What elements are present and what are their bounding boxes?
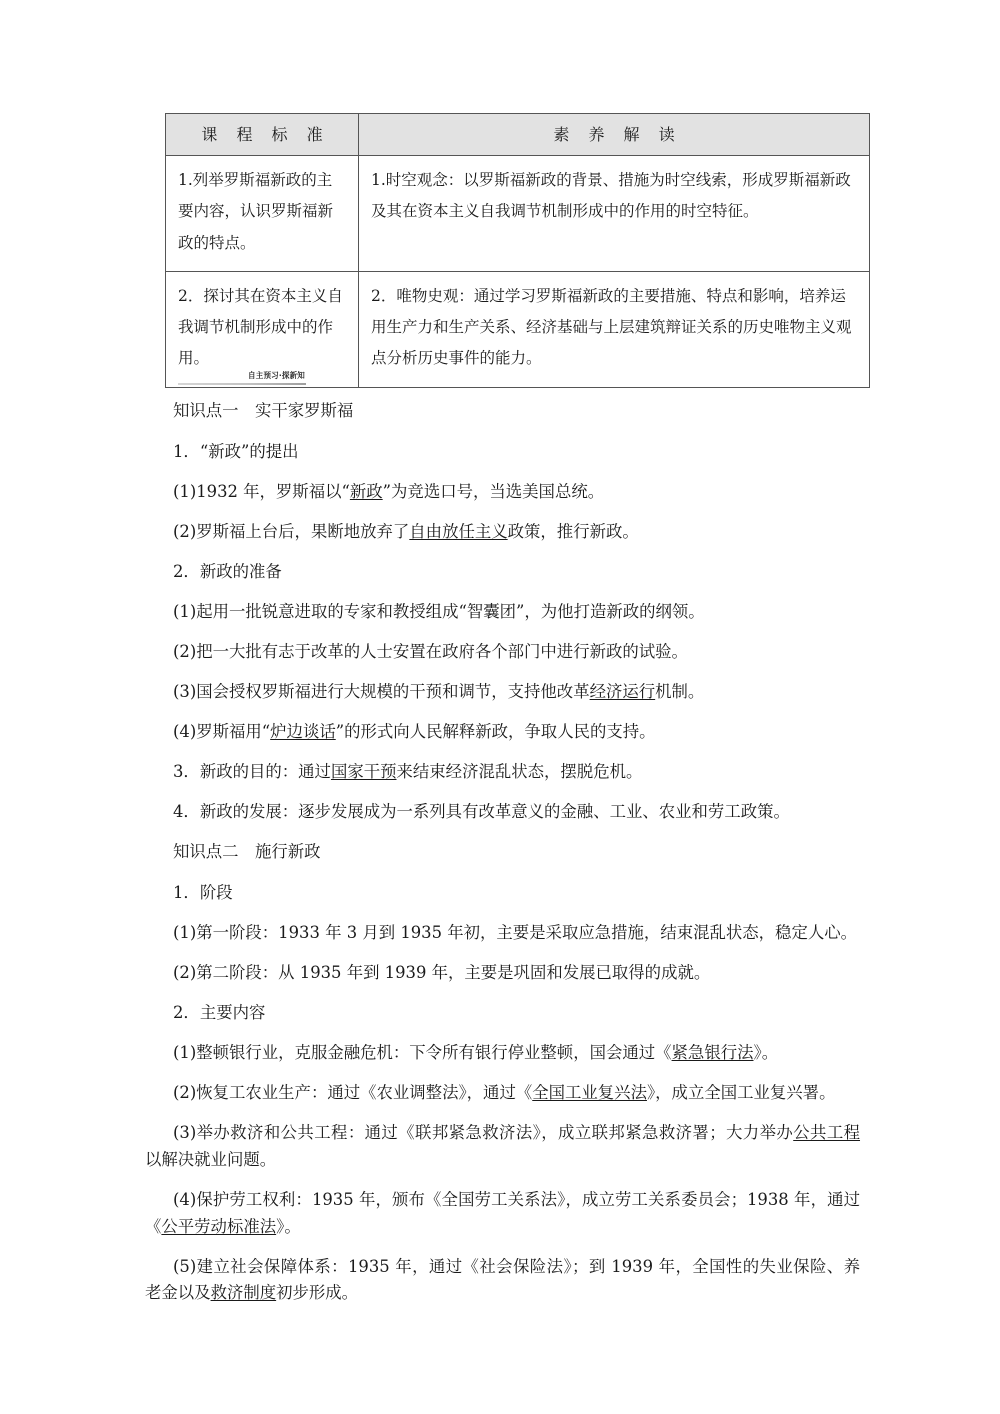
underlined-keyword: 炉边谈话 — [270, 722, 336, 742]
kp1-item-1b — [145, 519, 860, 559]
text-segment: 初步形成。 — [276, 1283, 359, 1303]
kp1-item-2d — [145, 719, 860, 759]
underlined-keyword: 国家干预 — [330, 762, 397, 782]
text-segment: (4)保护劳工权利：1935 年，颁布《全国劳工关系法》，成立劳工关系委员会；1938 年，通过《 — [145, 1190, 860, 1236]
text-segment: 》，成立全国工业复兴署。 — [646, 1083, 836, 1103]
kp2-item-2b — [145, 1080, 860, 1120]
lesson-content — [145, 398, 860, 1320]
kp1-item-1-title: 1．“新政”的提出 — [173, 441, 299, 461]
text-segment: (3)国会授权罗斯福进行大规模的干预和调节，支持他改革 — [173, 682, 590, 702]
underlined-keyword: 全国工业复兴法 — [532, 1083, 647, 1103]
underlined-keyword: 紧急银行法 — [671, 1043, 754, 1063]
text-segment: (1)整顿银行业，克服金融危机：下令所有银行停业整顿，国会通过《 — [173, 1043, 672, 1063]
text-segment: (1)1932 年，罗斯福以“ — [173, 481, 350, 501]
marker-rule-line — [178, 383, 306, 385]
table-header-course-standard: 课 程 标 准 — [166, 114, 359, 156]
kp1-item-2-title: 2．新政的准备 — [173, 561, 282, 581]
table-cell-literacy-1 — [359, 156, 870, 272]
kp2-item-2d — [145, 1187, 860, 1254]
table-row — [166, 156, 870, 272]
kp2-item-2-title: 2．主要内容 — [173, 1003, 266, 1023]
text-segment: 政策，推行新政。 — [507, 521, 639, 541]
kp2-item-1a: (1)第一阶段：1933 年 3 月到 1935 年初，主要是采取应急措施，结束混乱状态，稳定人心。 — [173, 923, 858, 943]
underlined-keyword: 公平劳动标准法 — [161, 1216, 277, 1236]
underlined-keyword: 自由放任主义 — [409, 521, 508, 541]
kp1-item-1a — [145, 479, 860, 519]
text-segment: 来结束经济混乱状态，摆脱危机。 — [396, 762, 643, 782]
table-header-row — [166, 114, 870, 156]
table-cell-text: 1.时空观念：以罗斯福新政的背景、措施为时空线索，形成罗斯福新政及其在资本主义自我调节机制形成中的作用的时空特征。 — [371, 171, 851, 221]
kp2-item-2e — [145, 1254, 860, 1321]
text-segment: 3．新政的目的：通过 — [173, 762, 331, 782]
kp1-item-3 — [145, 759, 860, 799]
text-segment: 机制。 — [655, 682, 705, 702]
knowledge-point-2-heading: 知识点二 施行新政 — [173, 842, 321, 862]
text-segment: (4)罗斯福用“ — [173, 722, 271, 742]
section-marker-banner — [178, 370, 306, 389]
kp2-item-1-title: 1．阶段 — [173, 882, 233, 902]
kp1-item-2c — [145, 679, 860, 719]
kp2-item-1b: (2)第二阶段：从 1935 年到 1939 年，主要是巩固和发展已取得的成就。 — [173, 963, 711, 983]
table-cell-standard-1 — [166, 156, 359, 272]
underlined-keyword: 新政 — [349, 481, 383, 501]
kp2-item-2c — [145, 1120, 860, 1187]
text-segment: (2)罗斯福上台后，果断地放弃了 — [173, 521, 410, 541]
kp1-item-4: 4．新政的发展：逐步发展成为一系列具有改革意义的金融、工业、农业和劳工政策。 — [173, 802, 790, 822]
table-header-literacy-interpretation: 素 养 解 读 — [359, 114, 870, 156]
text-segment: 以解决就业问题。 — [145, 1149, 277, 1169]
kp1-item-2a: (1)起用一批锐意进取的专家和教授组成“智囊团”，为他打造新政的纲领。 — [173, 601, 705, 621]
text-segment: 》。 — [753, 1043, 779, 1063]
text-segment: (2)恢复工农业生产：通过《农业调整法》，通过《 — [173, 1083, 533, 1103]
text-segment: (3)举办救济和公共工程：通过《联邦紧急救济法》，成立联邦紧急救济署；大力举办 — [173, 1123, 794, 1143]
underlined-keyword: 公共工程 — [793, 1123, 861, 1143]
section-marker-label: 自主预习·探新知 — [248, 370, 305, 381]
text-segment: (5)建立社会保障体系：1935 年，通过《社会保险法》；到 1939 年，全国性的失业保险、养老金以及 — [145, 1256, 860, 1303]
table-cell-text: 2．唯物史观：通过学习罗斯福新政的主要措施、特点和影响，培养运用生产力和生产关系、经济基础与上层建筑辩证关系的历史唯物主义观点分析历史事件的能力。 — [371, 286, 852, 368]
table-cell-text: 1.列举罗斯福新政的主要内容，认识罗斯福新政的特点。 — [178, 171, 334, 252]
text-segment: ”的形式向人民解释新政，争取人民的支持。 — [335, 722, 656, 742]
kp1-item-2b: (2)把一大批有志于改革的人士安置在政府各个部门中进行新政的试验。 — [173, 641, 688, 661]
text-segment: ”为竞选口号，当选美国总统。 — [382, 481, 605, 501]
kp2-item-2a — [145, 1040, 860, 1080]
table-cell-text: 2．探讨其在资本主义自我调节机制形成中的作用。 — [178, 286, 343, 368]
underlined-keyword: 经济运行 — [589, 682, 656, 702]
curriculum-standards-table — [165, 113, 870, 388]
table-cell-literacy-2 — [359, 271, 870, 387]
text-segment: 》。 — [276, 1216, 301, 1236]
underlined-keyword: 救济制度 — [210, 1283, 277, 1303]
knowledge-point-1-heading: 知识点一 实干家罗斯福 — [173, 401, 354, 420]
